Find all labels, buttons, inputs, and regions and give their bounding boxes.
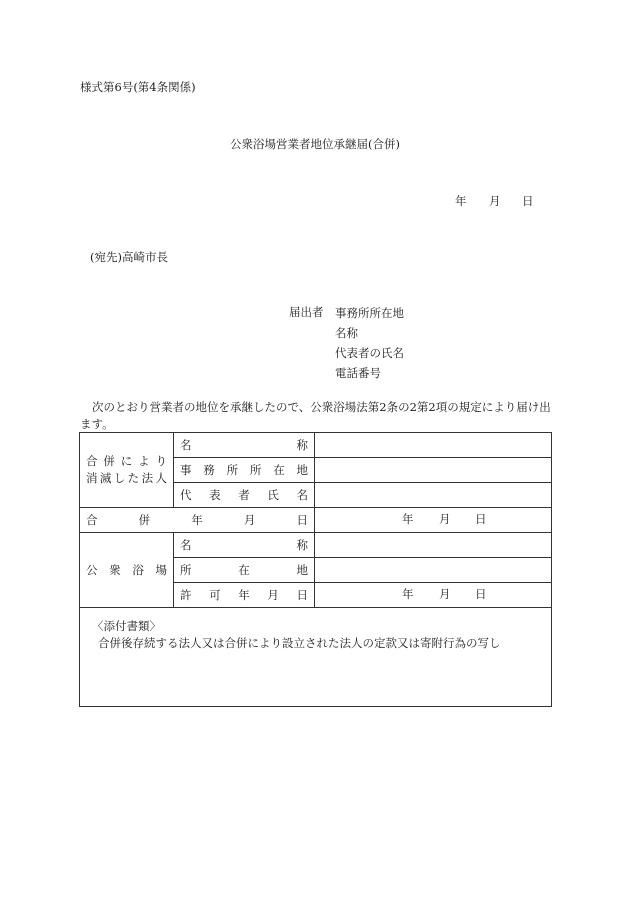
- applicant-label: 届出者: [289, 305, 324, 319]
- merger-date-label: [80, 512, 314, 528]
- label-char: 合: [86, 513, 98, 527]
- label-char: 消: [86, 471, 98, 485]
- bathhouse-label: [80, 562, 173, 578]
- label-char: 人: [155, 471, 167, 485]
- merger-date-label-cell: [80, 508, 315, 533]
- attachments-cell: [80, 608, 552, 707]
- dissolved-corp-label: [80, 453, 173, 487]
- merger-date-value[interactable]: [315, 508, 552, 533]
- attachments-title: 〈添付書類〉: [92, 619, 161, 633]
- label-char: 名: [180, 438, 192, 452]
- bathhouse-address-label: [174, 562, 314, 578]
- label-char: 所: [249, 463, 262, 477]
- dissolved-representative-label-cell: [174, 483, 315, 508]
- dissolved-name-label: [174, 437, 314, 453]
- label-char: 名: [296, 488, 308, 502]
- label-char: 務: [203, 463, 215, 477]
- bathhouse-name-label: [174, 537, 314, 553]
- label-char: 合: [86, 454, 98, 468]
- dissolved-address-label-cell: [174, 458, 315, 483]
- label-char: 公: [86, 563, 98, 577]
- label-char: 称: [296, 538, 308, 552]
- label-char: 氏: [267, 488, 279, 502]
- dissolved-address-value[interactable]: [315, 458, 552, 483]
- bathhouse-label-cell: [80, 533, 174, 608]
- permit-date-day: 日: [475, 587, 487, 601]
- label-char: 衆: [109, 563, 121, 577]
- label-char: た: [127, 471, 140, 485]
- bathhouse-address-label-cell: [174, 558, 315, 583]
- recipient: (宛先)高崎市長: [90, 250, 168, 264]
- merger-date-month: 月: [439, 512, 451, 526]
- merger-date-year: 年: [402, 512, 414, 526]
- label-char: 地: [296, 463, 308, 477]
- date-month-label: 月: [489, 194, 501, 208]
- label-char: 許: [180, 588, 192, 602]
- permit-date-year: 年: [402, 587, 414, 601]
- label-char: 月: [243, 513, 256, 527]
- permit-date-label: [174, 587, 314, 603]
- form-number: 様式第6号(第4条関係): [80, 80, 196, 94]
- applicant-field-name: 名称: [335, 326, 358, 340]
- applicant-fields: [335, 307, 404, 387]
- label-char: 在: [273, 463, 285, 477]
- label-char: 併: [103, 454, 115, 468]
- permit-date-value[interactable]: [315, 583, 552, 608]
- label-char: 表: [209, 488, 221, 502]
- label-char: 日: [296, 513, 308, 527]
- dissolved-name-label-cell: [174, 433, 315, 458]
- body-text: 次のとおり営業者の地位を承継したので、公衆浴場法第2条の2第2項の規定により届け出ます。: [80, 400, 551, 431]
- applicant-field-phone: 電話番号: [335, 366, 381, 380]
- applicant-field-address: 事務所所在地: [335, 306, 404, 320]
- date-year-label: 年: [455, 194, 467, 208]
- label-char: 名: [180, 538, 192, 552]
- permit-date-month: 月: [439, 587, 451, 601]
- date-day-label: 日: [522, 194, 534, 208]
- dissolved-representative-label: [174, 487, 314, 503]
- label-char: 年: [191, 513, 203, 527]
- label-char: 浴: [132, 563, 144, 577]
- label-char: し: [113, 471, 126, 485]
- label-char: 称: [296, 438, 308, 452]
- applicant-field-representative: 代表者の氏名: [335, 346, 404, 360]
- dissolved-corp-line-2: [86, 470, 167, 487]
- label-char: 年: [238, 588, 250, 602]
- merger-date-fields: [315, 508, 551, 532]
- label-char: 所: [180, 563, 192, 577]
- label-char: り: [155, 454, 167, 468]
- label-char: 者: [238, 488, 250, 502]
- label-char: 月: [267, 588, 279, 602]
- bathhouse-address-value[interactable]: [315, 558, 552, 583]
- permit-date-label-cell: [174, 583, 315, 608]
- dissolved-corp-line-1: [86, 453, 167, 470]
- dissolved-representative-value[interactable]: [315, 483, 552, 508]
- form-table: [79, 432, 552, 707]
- bathhouse-name-label-cell: [174, 533, 315, 558]
- label-char: 場: [155, 563, 167, 577]
- permit-date-fields: [315, 583, 551, 607]
- label-char: 在: [238, 563, 250, 577]
- label-char: 滅: [99, 471, 112, 485]
- dissolved-address-label: [174, 462, 314, 478]
- document-title: 公衆浴場営業者地位承継届(合併): [230, 137, 400, 151]
- dissolved-corp-label-cell: [80, 433, 174, 508]
- merger-date-day: 日: [475, 512, 487, 526]
- label-char: に: [120, 454, 133, 468]
- label-char: 法: [141, 471, 154, 485]
- bathhouse-name-value[interactable]: [315, 533, 552, 558]
- label-char: よ: [138, 454, 150, 468]
- label-char: 併: [138, 513, 151, 527]
- attachments-text: 合併後存続する法人又は合併により設立された法人の定款又は寄附行為の写し: [98, 636, 501, 650]
- label-char: 所: [226, 463, 239, 477]
- label-char: 事: [180, 463, 192, 477]
- label-char: 代: [180, 488, 192, 502]
- label-char: 可: [209, 588, 221, 602]
- dissolved-name-value[interactable]: [315, 433, 552, 458]
- label-char: 地: [296, 563, 308, 577]
- label-char: 日: [296, 588, 308, 602]
